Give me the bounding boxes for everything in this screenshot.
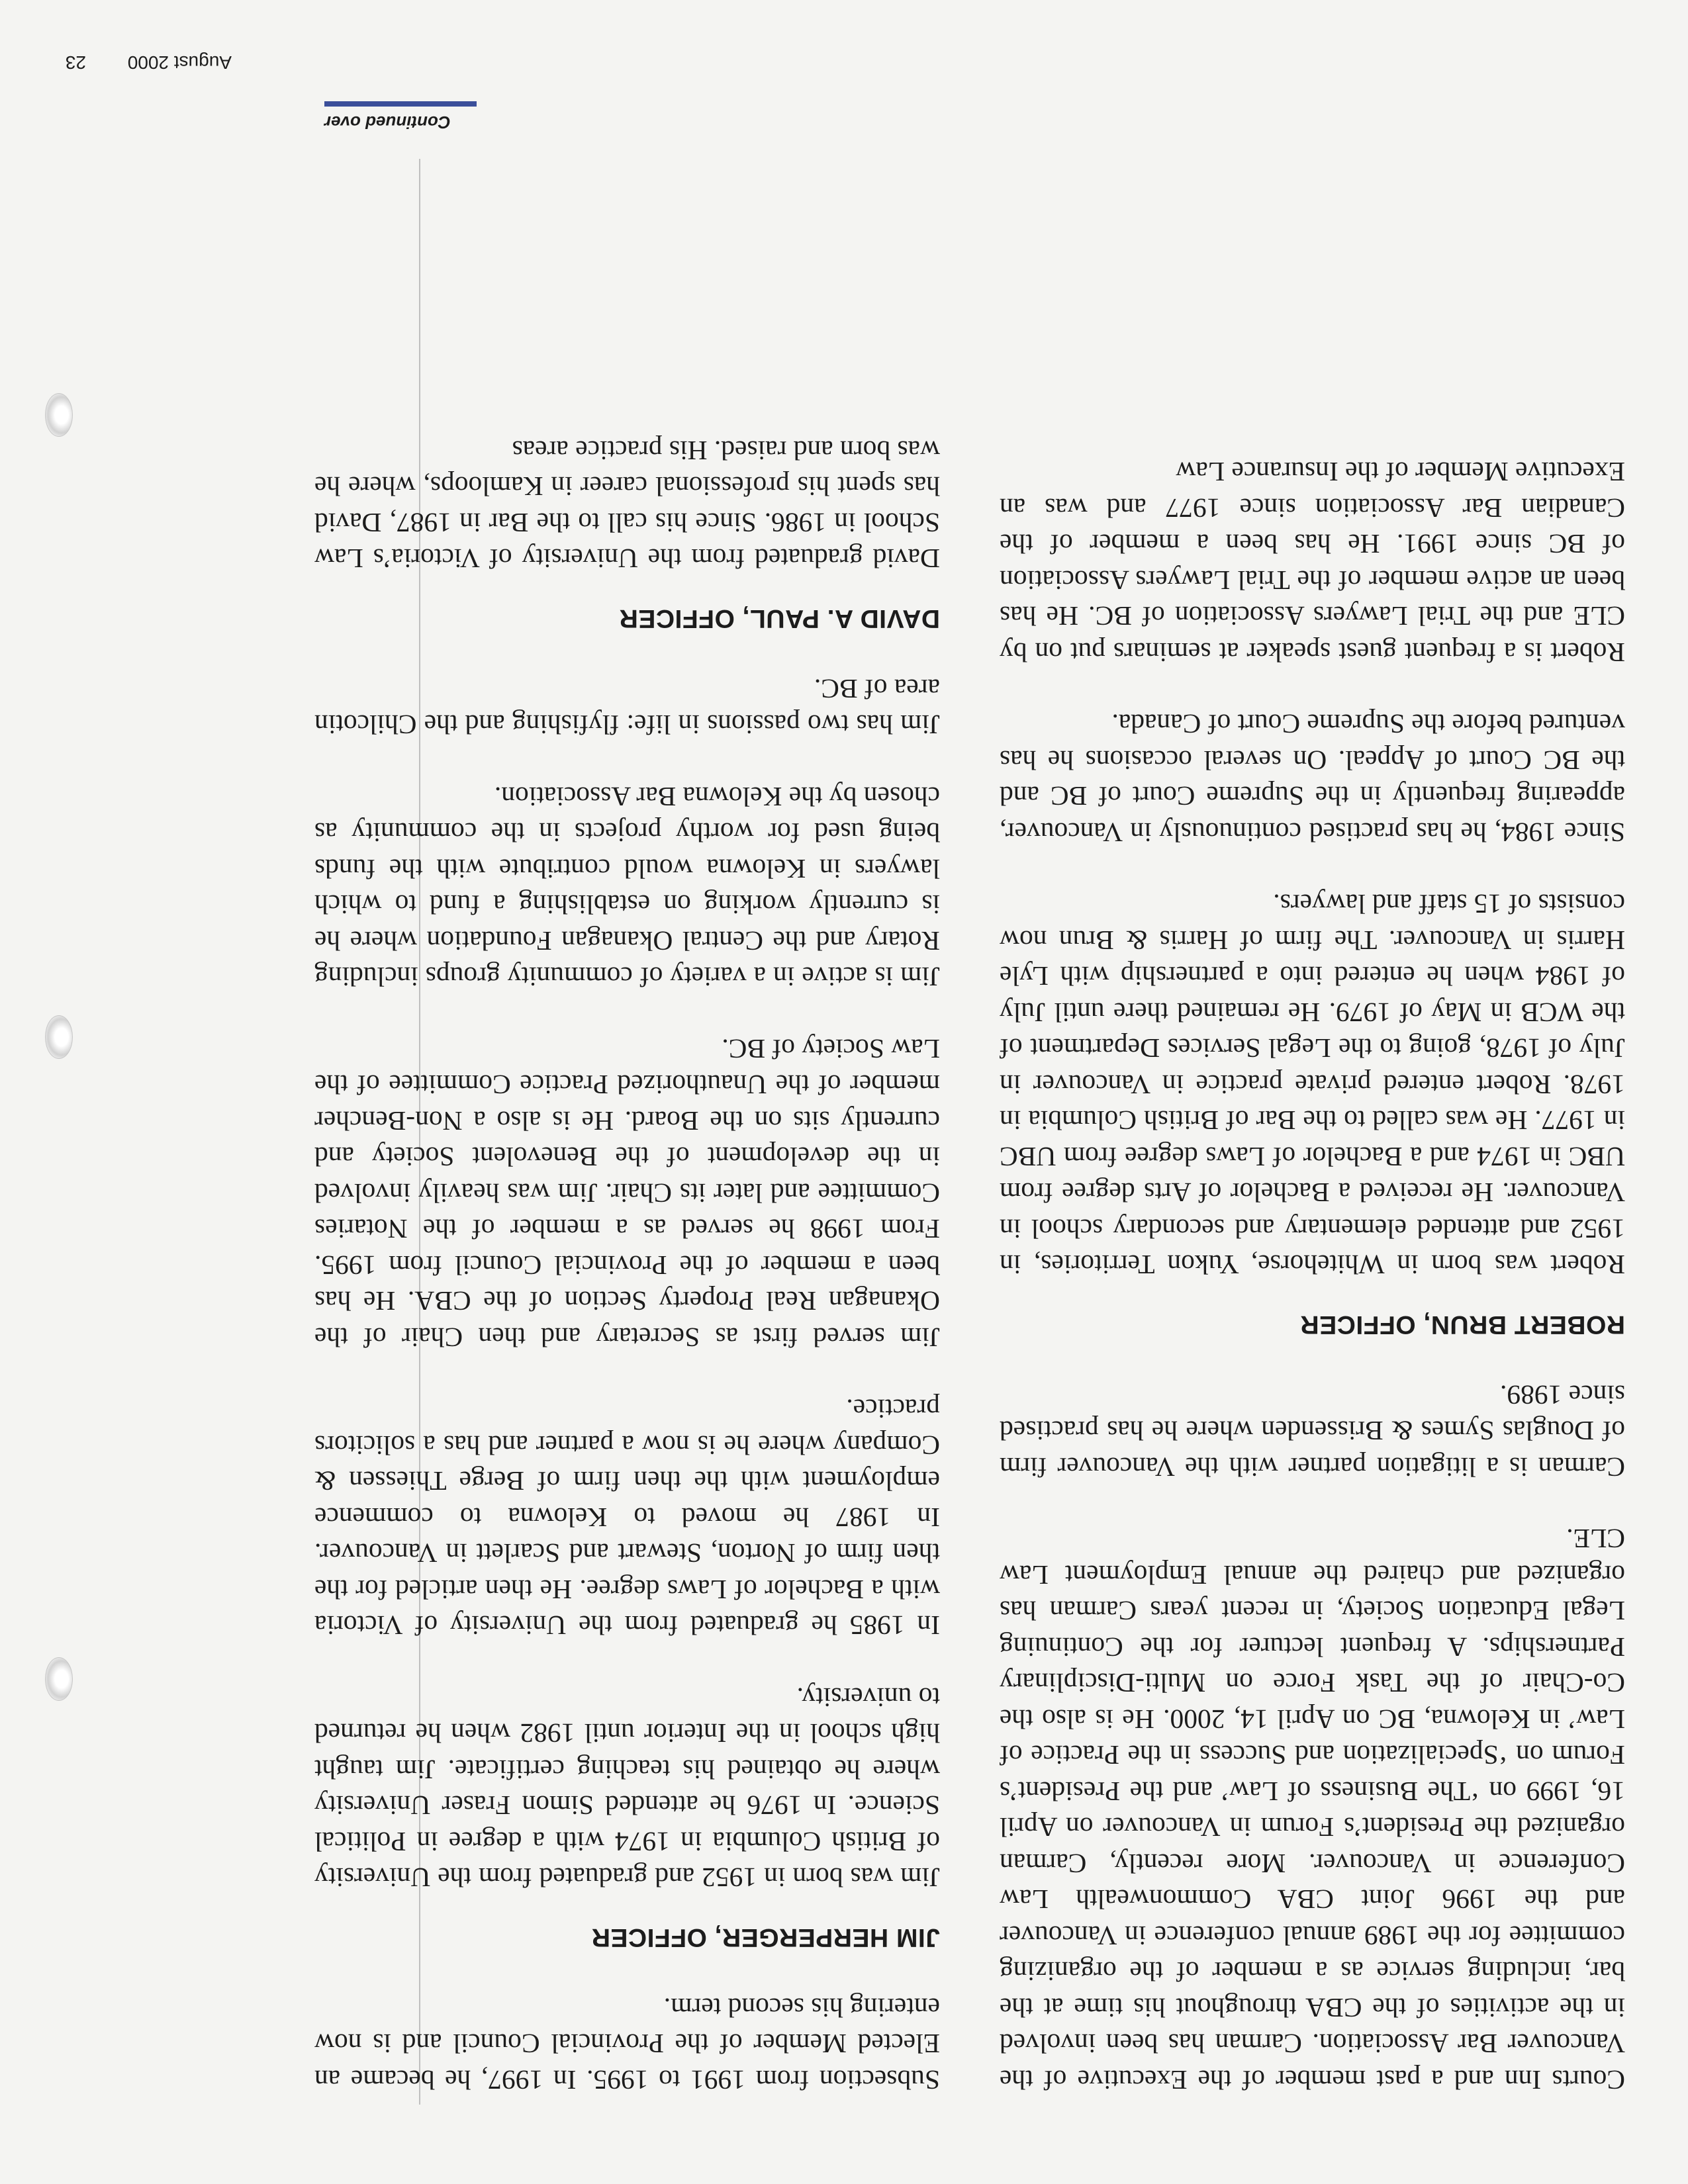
intro-paragraph: Subsection from 1991 to 1995. In 1997, he became an Elected Member of the Provincial Council and is now entering his second term. xyxy=(314,1993,940,2095)
robert-paragraph-3: Robert is a frequent guest speaker at seminars put on by CLE and the Trial Lawyers Association of BC. He has been an active member of the Trial Lawyers Association of BC since 1991. He has been a member of the Canadian Bar Association since 1977 and was an Executive Member of the Insurance Law xyxy=(1000,457,1625,668)
robert-paragraph-2: Since 1984, he has practised continuously in Vancouver, appearing frequently in the Supreme Court of BC and the BC Court of Appeal. On several occasions he has ventured before the Supreme Court of Canada. xyxy=(1000,709,1625,848)
continued-over-label: Continued over xyxy=(324,113,451,132)
page-number: 23 xyxy=(65,52,86,73)
jim-paragraph-2: In 1985 he graduated from the University of Victoria with a Bachelor of Laws degree. He then articled for the then firm of Norton, Stewart and Scarlett in Vancouver. In 1987 he moved to Kelowna to commence employment with the then firm of Berge Thiessen & Company where he is now a partner and has a solicitors practice. xyxy=(314,1394,940,1641)
jim-herperger-heading: JIM HERPERGER, OFFICER xyxy=(591,1923,940,1952)
binder-hole-icon xyxy=(45,1015,73,1059)
jim-paragraph-5: Jim has two passions in life: flyfishing and the Chilcotin area of BC. xyxy=(314,674,940,741)
right-column xyxy=(314,397,940,2099)
continued-over-bar xyxy=(324,101,477,107)
david-paul-heading: DAVID A. PAUL, OFFICER xyxy=(619,604,940,633)
carman-paragraph-2: Carman is a litigation partner with the Vancouver firm of Douglas Symes & Brissenden where he has practised since 1989. xyxy=(1000,1380,1625,1482)
jim-paragraph-1: Jim was born in 1952 and graduated from the University of British Columbia in 1974 with a degree in Political Science. In 1976 he attended Simon Fraser University where he obtained his teaching certificate. Jim taught high school in the Interior until 1982 when he returned to university. xyxy=(314,1682,940,1893)
continued-over-marker xyxy=(324,101,477,132)
footer-date: August 2000 xyxy=(127,52,232,73)
binder-hole-icon xyxy=(45,1657,73,1701)
robert-paragraph-1: Robert was born in Whitehorse, Yukon Territories, in 1952 and attended elementary and secondary school in Vancouver. He received a Bachelor of Arts degree from UBC in 1974 and a Bachelor of Laws degree from UBC in 1977. He was called to the Bar of British Columbia in 1978. Robert entered private practice in Vancouver in July of 1978, going to the Legal Services Department of the WCB in May of 1979. He remained there until July of 1984 when he entered into a partnership with Lyle Harris in Vancouver. The firm of Harris & Brun now consists of 15 staff and lawyers. xyxy=(1000,889,1625,1281)
robert-brun-heading: ROBERT BRUN, OFFICER xyxy=(1300,1310,1625,1340)
left-column xyxy=(1000,418,1625,2098)
jim-paragraph-4: Jim is active in a variety of community groups including Rotary and the Central Okanagan Foundation where he is currently working on establishing a fund to which lawyers in Kelowna would contribute with the funds being used for worthy projects in the community as chosen by the Kelowna Bar Association. xyxy=(314,782,940,993)
carman-paragraph-1: Courts Inn and a past member of the Executive of the Vancouver Bar Association. Carman has been involved in the activities of the CBA throughout his time at the bar, including service as a member of the organizing committee for the 1989 annual conference in Vancouver and the 1996 Joint CBA Commonwealth Law Conference in Vancouver. More recently, Carman organized the President’s Forum in Vancouver on April 16, 1999 on ‘The Business of Law’ and the President’s Forum on ‘Specialization and Success in the Practice of Law’ in Kelowna, BC on April 14, 2000. He is also the Co-Chair of the Task Force on Multi-Disciplinary Partnerships. A frequent lecturer for the Continuing Legal Education Society, in recent years Carman has organized and chaired the annual Employment Law CLE. xyxy=(1000,1524,1625,2095)
binder-hole-icon xyxy=(45,393,73,437)
jim-paragraph-3: Jim served first as Secretary and then Chair of the Okanagan Real Property Section of the CBA. He has been a member of the Provincial Council from 1995. From 1998 he served as a member of the Notaries Committee and later its Chair. Jim was heavily involved in the development of the Benevolent Society and currently sits on the Board. He is also a Non-Bencher member of the Unauthorized Practice Committee of the Law Society of BC. xyxy=(314,1034,940,1353)
david-paragraph-1: David graduated from the University of Victoria’s Law School in 1986. Since his call to the Bar in 1987, David has spent his professional career in Kamloops, where he was born and raised. His practice areas xyxy=(314,435,940,574)
